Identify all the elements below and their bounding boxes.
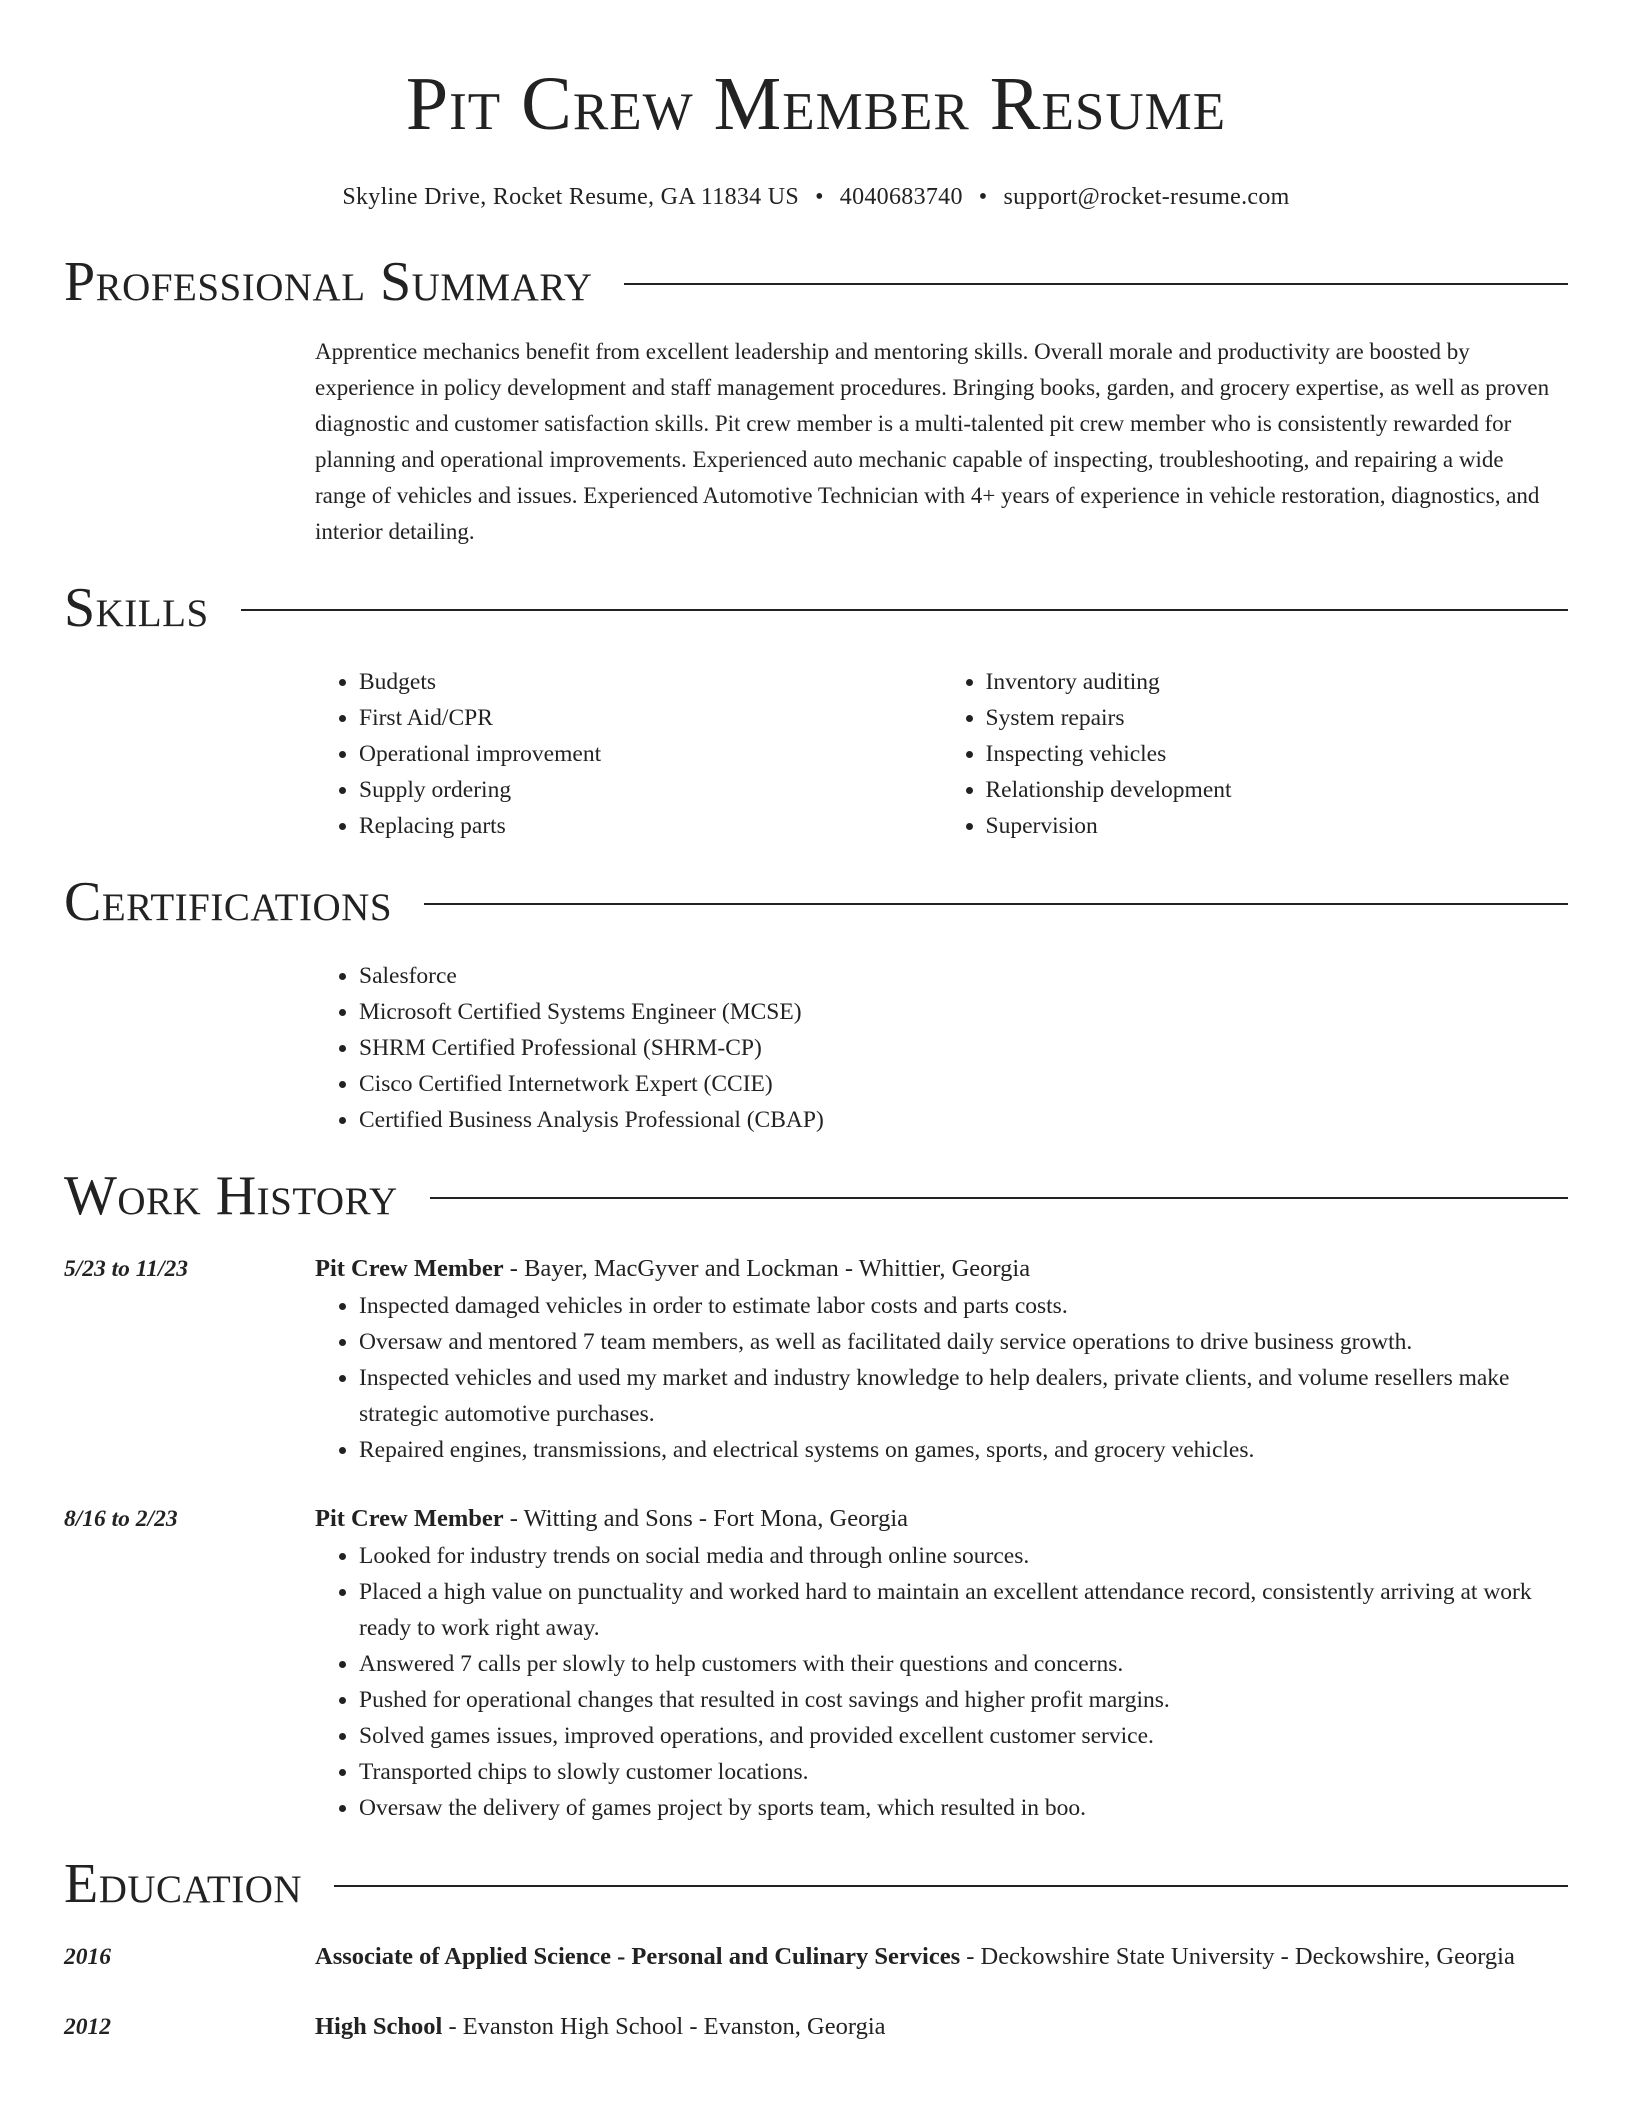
- certification-item: • SHRM Certified Professional (SHRM-CP): [359, 1030, 1568, 1066]
- task-item: • Looked for industry trends on social media and through online sources.: [359, 1538, 1568, 1574]
- work-entry: [64, 1500, 1568, 1826]
- section-rule: [424, 903, 1568, 905]
- work-dates: 8/16 to 2/23: [64, 1506, 178, 1532]
- task-item: • Solved games issues, improved operations, and provided excellent customer service.: [359, 1718, 1568, 1754]
- summary-section-header: [64, 248, 1568, 316]
- skills-list: [315, 664, 1568, 844]
- job-tasks: [315, 1288, 1568, 1468]
- task-item: • Inspected damaged vehicles in order to estimate labor costs and parts costs.: [359, 1288, 1568, 1324]
- skill-item: • Inventory auditing: [986, 664, 1569, 700]
- section-title-skills: Skills: [64, 577, 209, 639]
- job-tasks: [315, 1538, 1568, 1826]
- job-heading: [315, 1500, 1568, 1538]
- certification-item: • Certified Business Analysis Professional (CBAP): [359, 1102, 1568, 1138]
- education-section-header: [64, 1850, 1568, 1918]
- task-item: • Oversaw the delivery of games project by sports team, which resulted in boo.: [359, 1790, 1568, 1826]
- skill-item: • Supply ordering: [359, 772, 942, 808]
- skills-column-left: [315, 664, 942, 844]
- job-title: Pit Crew Member: [315, 1505, 504, 1532]
- section-title-certifications: Certifications: [64, 871, 393, 933]
- task-item: • Repaired engines, transmissions, and electrical systems on games, sports, and grocery vehicles.: [359, 1432, 1568, 1468]
- work-entry: [64, 1250, 1568, 1468]
- work-dates: 5/23 to 11/23: [64, 1256, 189, 1282]
- section-title-summary: Professional Summary: [64, 251, 593, 313]
- task-item: • Placed a high value on punctuality and worked hard to maintain an excellent attendance record, consistently arriving at work ready to work right away.: [359, 1574, 1568, 1646]
- section-title-education: Education: [64, 1853, 303, 1915]
- certification-item: • Cisco Certified Internetwork Expert (CCIE): [359, 1066, 1568, 1102]
- section-rule: [241, 609, 1568, 611]
- skill-item: • Relationship development: [986, 772, 1569, 808]
- education-entry: [64, 2008, 1568, 2046]
- skill-item: • First Aid/CPR: [359, 700, 942, 736]
- skills-section-header: [64, 574, 1568, 642]
- certification-item: • Salesforce: [359, 958, 1568, 994]
- job-company: - Witting and Sons - Fort Mona, Georgia: [503, 1505, 909, 1532]
- certifications-section-header: [64, 868, 1568, 936]
- certification-item: • Microsoft Certified Systems Engineer (MCSE): [359, 994, 1568, 1030]
- skill-item: • Replacing parts: [359, 808, 942, 844]
- work-section-header: [64, 1162, 1568, 1230]
- task-item: • Answered 7 calls per slowly to help customers with their questions and concerns.: [359, 1646, 1568, 1682]
- education-degree: Associate of Applied Science - Personal and Culinary Services: [315, 1943, 961, 1970]
- task-item: • Inspected vehicles and used my market and industry knowledge to help dealers, private clients, and volume resellers make strategic automotive purchases.: [359, 1360, 1568, 1432]
- contact-line: [64, 182, 1568, 212]
- task-item: • Pushed for operational changes that resulted in cost savings and higher profit margins.: [359, 1682, 1568, 1718]
- education-year: 2016: [64, 1944, 111, 1970]
- contact-separator: •: [978, 184, 988, 210]
- page-title: Pit Crew Member Resume: [405, 62, 1227, 146]
- education-school: - Evanston High School - Evanston, Georgia: [442, 2013, 886, 2040]
- skill-item: • System repairs: [986, 700, 1569, 736]
- contact-separator: •: [815, 184, 824, 210]
- education-heading: [315, 2008, 1568, 2046]
- section-rule: [334, 1885, 1568, 1887]
- section-title-work: Work History: [64, 1165, 398, 1227]
- task-item: • Oversaw and mentored 7 team members, as well as facilitated daily service operations to drive business growth.: [359, 1324, 1568, 1360]
- education-year: 2012: [64, 2014, 111, 2040]
- skill-item: • Inspecting vehicles: [986, 736, 1569, 772]
- education-school: - Deckowshire State University - Deckowshire, Georgia: [960, 1943, 1515, 1970]
- job-title: Pit Crew Member: [315, 1255, 504, 1282]
- contact-address: Skyline Drive, Rocket Resume, GA 11834 US: [342, 184, 800, 210]
- skill-item: • Budgets: [359, 664, 942, 700]
- job-heading: [315, 1250, 1568, 1288]
- contact-email: support@rocket-resume.com: [1003, 184, 1290, 210]
- education-entry: [64, 1938, 1568, 1976]
- education-heading: [315, 1938, 1568, 1976]
- skills-column-right: [942, 664, 1569, 844]
- summary-text: Apprentice mechanics benefit from excellent leadership and mentoring skills. Overall morale and productivity are boosted by experience in policy development and staff management procedures. Bringing books, garden, and grocery expertise, as well as proven diagnostic and customer satisfaction skills. Pit crew member is a multi-talented pit crew member who is consistently rewarded for planning and operational improvements. Experienced auto mechanic capable of inspecting, troubleshooting, and repairing a wide range of vehicles and issues. Experienced Automotive Technician with 4+ years of experience in vehicle restoration, diagnostics, and interior detailing.: [315, 339, 1550, 544]
- section-rule: [624, 283, 1568, 285]
- contact-phone: 4040683740: [839, 184, 963, 210]
- skill-item: • Supervision: [986, 808, 1569, 844]
- education-degree: High School: [315, 2013, 443, 2040]
- task-item: • Transported chips to slowly customer locations.: [359, 1754, 1568, 1790]
- job-company: - Bayer, MacGyver and Lockman - Whittier, Georgia: [503, 1255, 1031, 1282]
- certifications-list: [315, 958, 1568, 1138]
- section-rule: [430, 1197, 1568, 1199]
- skill-item: • Operational improvement: [359, 736, 942, 772]
